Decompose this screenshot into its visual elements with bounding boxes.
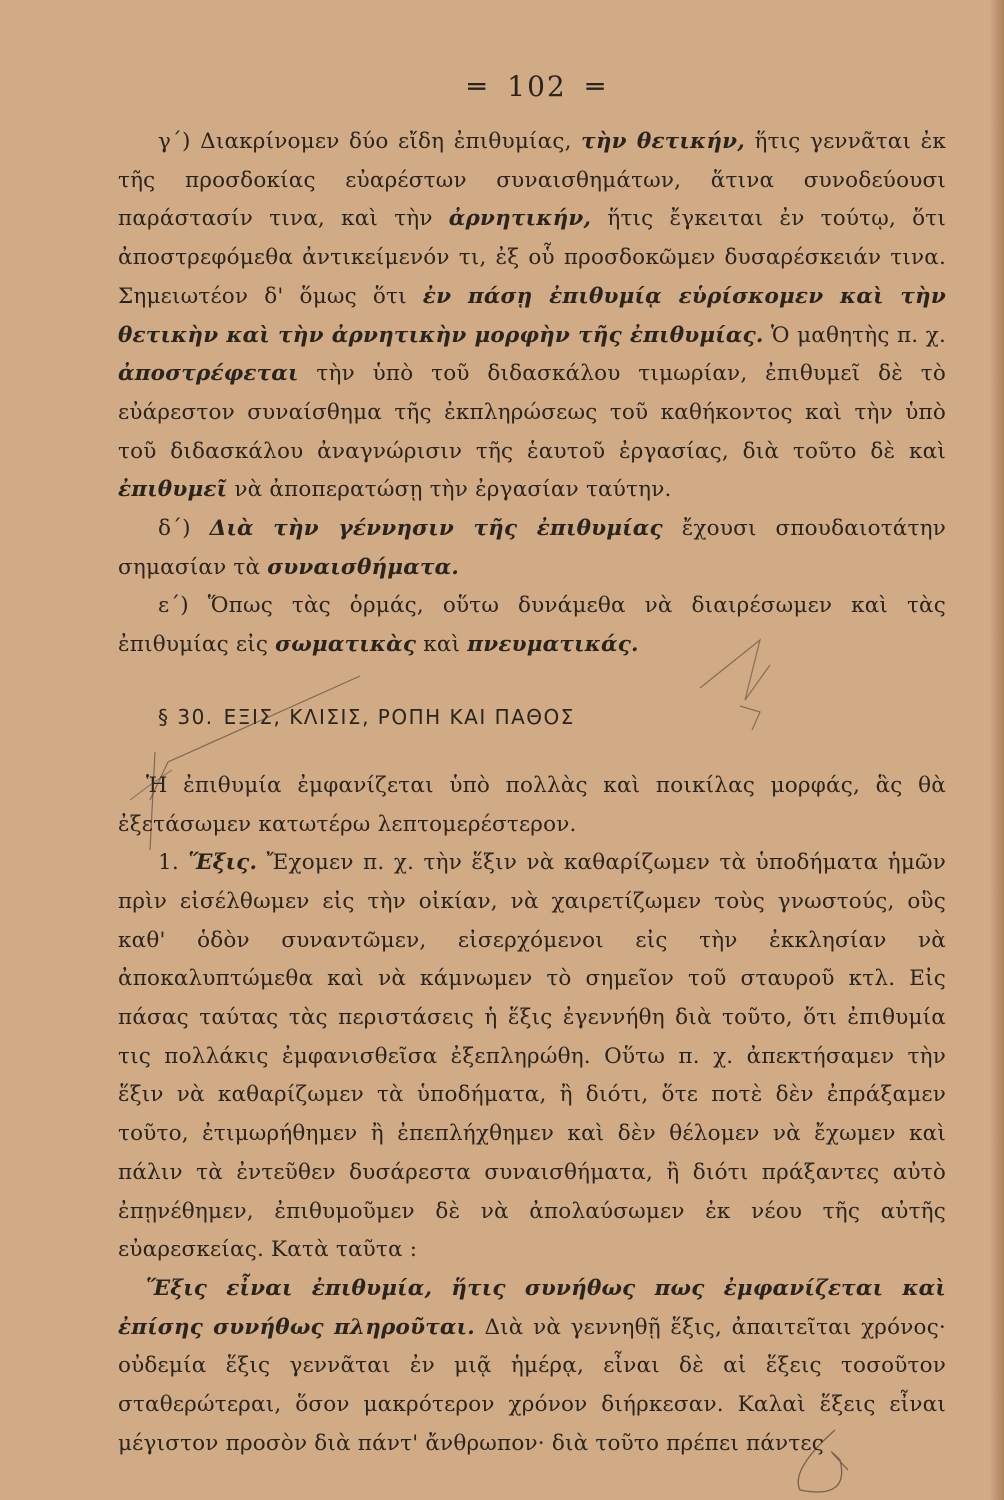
bold-phrase: τὴν θετικήν, — [581, 129, 745, 154]
intro-paragraph: Ἡ ἐπιθυμία ἐμφανίζεται ὑπὸ πολλὰς καὶ ποικίλας μορφάς, ἃς θὰ ἐξετάσωμεν κατωτέρω λεπτομερέστερον. — [118, 772, 946, 837]
bold-phrase: πνευματικάς. — [467, 632, 639, 658]
bold-phrase: ἐπιθυμεῖ — [118, 477, 228, 503]
page-edge — [990, 0, 1004, 1500]
header-rule-left: ═ — [468, 70, 488, 103]
paragraph-prefix: δ΄) — [158, 516, 191, 542]
paragraph-text: Ὁ μαθητὴς π. χ. — [771, 322, 946, 348]
paragraph-text: Ἔχομεν π. χ. τὴν ἕξιν νὰ καθαρίζωμεν τὰ ὑποδήματα ἡμῶν πρὶν εἰσέλθωμεν εἰς τὴν οἰκίαν, νὰ χαιρετίζωμεν τοὺς γνωστούς, οὓς καθ' ὁδὸν συναντῶμεν, εἰσερχόμενοι εἰς τὴν ἐκκλησίαν νὰ ἀποκαλυπτώμεθα καὶ νὰ κάμνωμεν τὸ σημεῖον τοῦ σταυροῦ κτλ. Εἰς πάσας ταύτας τὰς περιστάσεις ἡ ἕξις ἐγεννήθη διὰ τοῦτο, ὅτι ἐπιθυμία τις πολλάκις ἐμφανισθεῖσα ἐξεπληρώθη. Οὕτω π. χ. ἀπεκτήσαμεν τὴν ἕξιν νὰ καθαρίζωμεν τὰ ὑποδήματα, ἢ διότι, ὅτε ποτὲ δὲν ἐπράξαμεν τοῦτο, ἐτιμωρήθημεν ἢ ἐπεπλήχθημεν καὶ δὲν θέλομεν νὰ ἔχωμεν καὶ πάλιν τὰ ἐντεῦθεν δυσάρεστα συναισθήματα, ἢ διότι πράξαντες αὐτὸ ἐπῃνέθημεν, ἐπιθυμοῦμεν δὲ νὰ ἀπολαύσωμεν ἐκ νέου τῆς αὐτῆς εὐαρεσκείας. Κατὰ ταῦτα : — [118, 850, 946, 1263]
definition-bold: Ἕξις εἶναι ἐπιθυμία, ἥτις συνήθως πως ἐμφανίζεται καὶ ἐπίσης συνήθως πληροῦται. — [118, 1275, 946, 1340]
paragraph-text: ἥτις γεννᾶται ἐκ τῆς προσδοκίας εὐαρέστων συναισθημάτων, ἅτινα συνοδεύουσι παράστασίν τινα, καὶ τὴν — [118, 129, 946, 232]
definition-paragraph — [118, 1270, 946, 1464]
header-rule-right: ═ — [586, 70, 606, 103]
bold-phrase: συναισθήματα. — [267, 554, 460, 580]
paragraph-text: νὰ ἀποπερατώσῃ τὴν ἐργασίαν ταύτην. — [234, 477, 672, 503]
paragraph-epsilon — [118, 587, 946, 664]
paragraph-prefix: ε΄) Ὅπως τὰς ὁρμάς, οὕτω δυνάμεθα νὰ διαιρέσωμεν καὶ τὰς ἐπιθυμίας εἰς — [118, 593, 946, 658]
paragraph-prefix: γ΄) Διακρίνομεν δύο εἴδη ἐπιθυμίας, — [158, 129, 572, 154]
bold-phrase: ἐν πάσῃ ἐπιθυμίᾳ εὑρίσκομεν καὶ τὴν θετικὴν καὶ τὴν ἀρνητικὴν μορφὴν τῆς ἐπιθυμίας. — [118, 283, 946, 348]
paragraph-text: ἥτις ἔγκειται ἐν τούτῳ, ὅτι ἀποστρεφόμεθα ἀντικείμενόν τι, ἐξ οὗ προσδοκῶμεν δυσαρέσκειάν τινα. Σημειωτέον δ' ὅμως ὅτι — [118, 206, 947, 309]
page-header — [128, 70, 946, 103]
item-term: Ἕξις. — [188, 850, 258, 876]
paragraph-text: καὶ — [423, 632, 461, 658]
page-number: 102 — [507, 70, 567, 103]
paragraph-gamma — [118, 123, 946, 510]
section-title: ΕΞΙΣ, ΚΛΙΣΙΣ, ΡΟΠΗ ΚΑΙ ΠΑΘΟΣ — [223, 704, 575, 729]
paragraph-delta — [118, 510, 946, 587]
bold-phrase: ἀρνητικήν, — [448, 206, 592, 232]
bold-phrase: ἀποστρέφεται — [118, 361, 299, 387]
item-1-paragraph — [118, 844, 946, 1270]
bold-phrase: σωματικὰς — [275, 632, 417, 658]
paragraph-text: τὴν ὑπὸ τοῦ διδασκάλου τιμωρίαν, ἐπιθυμεῖ δὲ τὸ εὐάρεστον συναίσθημα τῆς ἐκπληρώσεως τοῦ καθήκοντος καὶ τὴν ὑπὸ τοῦ διδασκάλου ἀναγνώρισιν τῆς ἑαυτοῦ ἐργασίας, διὰ τοῦτο δὲ καὶ — [118, 361, 946, 464]
paragraph-text: ἔχουσι σπουδαιοτάτην σημασίαν τὰ — [118, 516, 946, 580]
bold-phrase: Διὰ τὴν γέννησιν τῆς ἐπιθυμίας — [209, 516, 663, 542]
section-number: § 30. — [158, 704, 214, 729]
section-heading — [158, 705, 946, 729]
paragraph-text: Διὰ νὰ γεννηθῇ ἕξις, ἀπαιτεῖται χρόνος· οὐδεμία ἕξις γεννᾶται ἐν μιᾷ ἡμέρᾳ, εἶναι δὲ αἱ ἕξεις τοσοῦτον σταθερώτεραι, ὅσον μακρότερον χρόνον διήρκεσαν. Καλαὶ ἕξεις εἶναι μέγιστον προσὸν διὰ πάντ' ἄνθρωπον· διὰ τοῦτο πρέπει πάντες — [118, 1314, 946, 1456]
item-number: 1. — [158, 850, 179, 876]
